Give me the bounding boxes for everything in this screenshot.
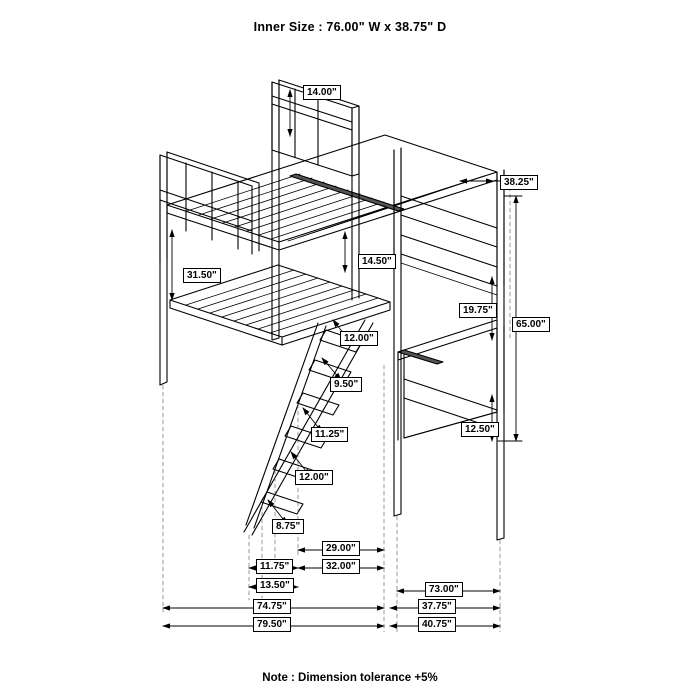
dimension-label-11-25: 11.25" [311,427,348,442]
dimension-label-9-50: 9.50" [330,377,362,392]
dimension-label-14-50: 14.50" [358,254,396,269]
upper-left-guardrail [160,152,259,262]
dimension-label-32-00: 32.00" [322,559,360,574]
dimension-label-31-50: 31.50" [183,268,221,283]
dimension-label-73-00: 73.00" [425,582,463,597]
dimension-label-40-75: 40.75" [418,617,456,632]
dimension-label-65-00: 65.00" [512,317,550,332]
dimension-label-19-75: 19.75" [459,303,497,318]
tolerance-note: Note : Dimension tolerance +5% [262,672,438,684]
dimension-label-37-75: 37.75" [418,599,456,614]
dimension-label-12-00-a: 12.00" [340,331,378,346]
upper-bunk-deck [167,135,497,250]
dimension-label-8-75: 8.75" [272,519,304,534]
upper-footboard-panel [394,148,504,295]
dimension-label-12-00-b: 12.00" [295,470,333,485]
lower-bunk-deck [167,225,497,345]
ladder [216,317,373,535]
dimension-label-79-50: 79.50" [253,617,291,632]
lower-center-rail [398,350,443,364]
dimension-label-13-50: 13.50" [256,578,294,593]
page-title: Inner Size : 76.00" W x 38.75" D [253,20,447,34]
dimension-label-12-50: 12.50" [461,422,499,437]
dimension-label-11-75: 11.75" [256,559,293,574]
dimension-label-38-25: 38.25" [500,175,538,190]
upper-center-rail [290,174,404,211]
dimension-label-14-00: 14.00" [303,85,341,100]
dimension-label-29-00: 29.00" [322,541,360,556]
dimension-label-74-75: 74.75" [253,599,291,614]
